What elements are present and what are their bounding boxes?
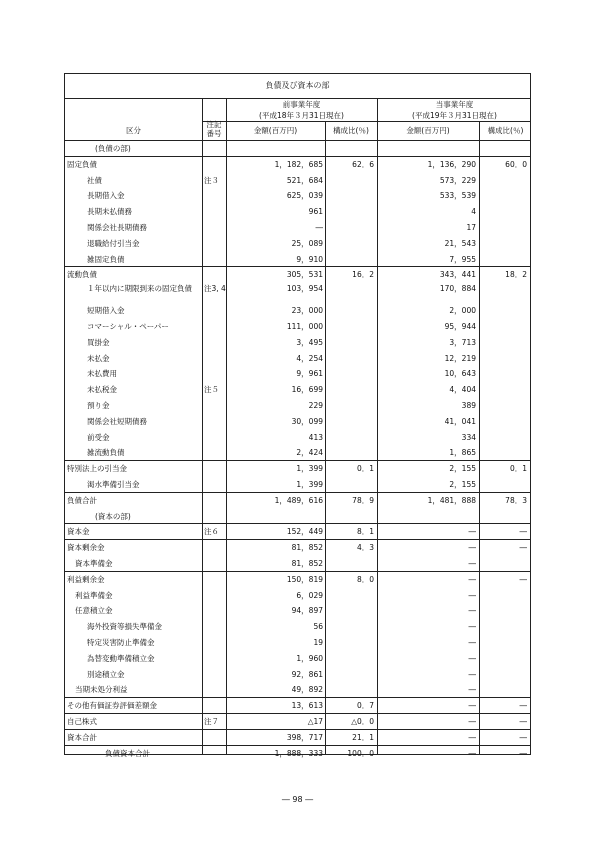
row-label: 別途積立金 <box>87 669 125 679</box>
col-note-line2: 番号 <box>206 129 222 138</box>
amount-prev: 3，495 <box>296 337 323 347</box>
amount-prev: 23，000 <box>291 306 323 316</box>
col-note-line1: 注記 <box>206 120 222 129</box>
amount-cur: ― <box>468 717 476 726</box>
row-label: 買掛金 <box>87 337 110 347</box>
amount-cur: 4，404 <box>449 385 476 395</box>
amount-cur: 170，884 <box>439 284 476 294</box>
row-label: 海外投資等損失準備金 <box>87 622 162 632</box>
amount-prev: 961 <box>308 207 323 217</box>
amount-cur: 7，955 <box>449 254 476 264</box>
ratio-prev: 8．0 <box>356 574 374 584</box>
table-row <box>65 220 530 236</box>
table-row <box>65 635 530 651</box>
amount-cur: ― <box>468 527 476 537</box>
amount-prev: 13，613 <box>291 701 323 711</box>
table-row <box>65 714 530 730</box>
ratio-prev: 62．6 <box>352 159 374 169</box>
table-row <box>65 236 530 252</box>
amount-prev: 111，000 <box>286 322 323 331</box>
amount-prev: 1，960 <box>296 653 323 663</box>
row-label: 未払税金 <box>87 385 117 395</box>
row-label: 未払費用 <box>87 369 117 379</box>
row-label: 前受金 <box>87 432 110 442</box>
amount-prev: 94，897 <box>291 606 323 616</box>
ratio-cur: ― <box>519 527 527 537</box>
amount-cur: 2，155 <box>449 480 476 489</box>
ratio-cur: ― <box>519 717 527 726</box>
amount-cur: 95，944 <box>444 322 476 331</box>
amount-prev: 81，852 <box>291 543 323 553</box>
row-label: 負債資本合計 <box>105 748 150 758</box>
amount-prev: 6，029 <box>296 590 323 600</box>
amount-prev: 1，888，333 <box>274 748 323 758</box>
table-row <box>65 524 530 540</box>
amount-prev: 1，399 <box>296 464 323 474</box>
cur-period-label: 当事業年度 <box>435 100 474 109</box>
row-label: 雑固定負債 <box>87 254 125 264</box>
row-label: 社債 <box>87 175 102 185</box>
amount-cur: ― <box>468 748 476 758</box>
cur-period-header <box>377 98 532 122</box>
amount-cur: 573，229 <box>439 175 476 185</box>
row-label: コマーシャル・ペーパー <box>87 322 169 331</box>
col-ratio-cur: 構成比(％) <box>487 126 524 135</box>
row-label: 当期未処分利益 <box>75 685 128 695</box>
amount-prev: 19 <box>313 638 323 647</box>
amount-prev: 81，852 <box>291 559 323 568</box>
ratio-prev: 0．7 <box>356 701 374 711</box>
amount-prev: 150，819 <box>286 574 323 584</box>
table-row <box>65 351 530 367</box>
amount-cur: 334 <box>461 432 476 442</box>
amount-prev: 229 <box>308 401 323 410</box>
ratio-cur: 18．2 <box>505 270 527 280</box>
amount-prev: 9，961 <box>296 369 323 379</box>
row-label: 利益準備金 <box>75 590 113 600</box>
table-row <box>65 445 530 461</box>
table-row <box>65 414 530 430</box>
ratio-cur: 0．1 <box>509 464 527 474</box>
table-row <box>65 556 530 572</box>
table-row <box>65 619 530 635</box>
row-label: 長期借入金 <box>87 191 125 201</box>
table-row <box>65 461 530 477</box>
amount-prev: 398，717 <box>286 732 323 742</box>
table-row <box>65 382 530 398</box>
amount-prev: 1，399 <box>296 480 323 489</box>
col-amount-cur: 金額(百万円) <box>406 126 450 135</box>
table-row <box>65 477 530 493</box>
amount-cur: 3，713 <box>449 337 476 347</box>
table-row <box>65 667 530 683</box>
table-row <box>65 252 530 268</box>
table-row <box>65 157 530 173</box>
amount-cur: 389 <box>461 401 476 410</box>
row-label: (資本の部) <box>95 511 131 521</box>
amount-prev: ― <box>315 223 323 232</box>
row-label: 利益剰余金 <box>67 574 105 584</box>
table-row <box>65 188 530 204</box>
amount-prev: 413 <box>308 432 323 442</box>
ratio-cur: 60．0 <box>505 159 527 169</box>
prev-period-date: (平成18年３月31日現在) <box>259 111 344 120</box>
amount-prev: 103，954 <box>286 284 323 294</box>
row-label: (負債の部) <box>95 144 131 153</box>
balance-sheet-table <box>64 73 531 758</box>
ratio-prev: 16．2 <box>352 270 374 280</box>
row-label: 資本剰余金 <box>67 543 105 553</box>
row-label: 雑流動負債 <box>87 448 125 458</box>
table-row <box>65 651 530 667</box>
amount-cur: 343，441 <box>439 270 476 280</box>
table-title: 負債及び資本の部 <box>65 74 530 99</box>
amount-prev: 625，039 <box>286 191 323 201</box>
row-label: 資本準備金 <box>75 559 113 568</box>
row-label: 特別法上の引当金 <box>67 464 127 474</box>
amount-cur: 4 <box>471 207 476 217</box>
amount-cur: ― <box>468 732 476 742</box>
row-label: 負債合計 <box>67 495 97 505</box>
amount-prev: 521，684 <box>286 175 323 185</box>
row-note: 注3, 4 <box>204 284 226 294</box>
amount-prev: 9，910 <box>296 254 323 264</box>
amount-cur: ― <box>468 685 476 695</box>
page-number: ― 98 ― <box>281 795 314 804</box>
amount-prev: 2，424 <box>296 448 323 458</box>
ratio-cur: ― <box>519 748 527 758</box>
amount-cur: 533，539 <box>439 191 476 201</box>
table-row <box>65 141 530 157</box>
col-amount-prev: 金額(百万円) <box>253 126 298 135</box>
table-row <box>65 366 530 382</box>
amount-cur: ― <box>468 574 476 584</box>
row-label: その他有価証券評価差額金 <box>67 701 157 711</box>
ratio-cur: ― <box>519 732 527 742</box>
row-label: 退職給付引当金 <box>87 238 140 248</box>
table-row <box>65 493 530 509</box>
amount-cur: ― <box>468 543 476 553</box>
amount-prev: 30，099 <box>291 416 323 426</box>
table-row <box>65 398 530 414</box>
ratio-cur: 78．3 <box>505 495 527 505</box>
ratio-cur: ― <box>519 701 527 711</box>
amount-cur: 10，643 <box>444 369 476 379</box>
col-note <box>202 98 226 140</box>
amount-prev: 1，182，685 <box>274 159 323 169</box>
amount-prev: 56 <box>313 622 323 632</box>
table-row <box>65 303 530 319</box>
amount-cur: 2，155 <box>449 464 476 474</box>
amount-cur: ― <box>468 638 476 647</box>
row-label: 渇水準備引当金 <box>87 480 140 489</box>
amount-prev: 49，892 <box>291 685 323 695</box>
amount-cur: 17 <box>466 223 476 232</box>
row-label: 短期借入金 <box>87 306 125 316</box>
row-label: 関係会社短期債務 <box>87 416 147 426</box>
row-label: 資本合計 <box>67 732 97 742</box>
table-row <box>65 682 530 698</box>
ratio-cur: ― <box>519 543 527 553</box>
row-label: １年以内に期限到来の固定負債 <box>87 284 192 294</box>
row-note: 注７ <box>204 717 219 726</box>
ratio-prev: 100．0 <box>347 748 374 758</box>
prev-period-label: 前事業年度 <box>282 100 321 109</box>
row-label: 預り金 <box>87 401 110 410</box>
amount-cur: ― <box>468 701 476 711</box>
amount-cur: 12，219 <box>444 353 476 363</box>
table-row <box>65 267 530 283</box>
row-label: 任意積立金 <box>75 606 113 616</box>
row-label: 未払金 <box>87 353 110 363</box>
amount-prev: 305，531 <box>286 270 323 280</box>
table-row <box>65 540 530 556</box>
table-row <box>65 430 530 446</box>
ratio-prev: 78．9 <box>352 495 374 505</box>
row-label: 固定負債 <box>67 159 97 169</box>
amount-prev: 4，254 <box>296 353 323 363</box>
ratio-prev: △0．0 <box>351 717 374 726</box>
table-row <box>65 698 530 714</box>
ratio-prev: 0．1 <box>356 464 374 474</box>
row-note: 注６ <box>204 527 219 537</box>
row-label: 資本金 <box>67 527 90 537</box>
amount-cur: ― <box>468 606 476 616</box>
row-label: 関係会社長期債務 <box>87 223 147 232</box>
col-ratio-prev: 構成比(％) <box>333 126 369 135</box>
ratio-prev: 4．3 <box>356 543 374 553</box>
amount-cur: 1，136，290 <box>427 159 476 169</box>
amount-prev: 92，861 <box>291 669 323 679</box>
table-row <box>65 572 530 588</box>
table-row <box>65 603 530 619</box>
table-row <box>65 746 530 762</box>
amount-prev: 152，449 <box>286 527 323 537</box>
table-row <box>65 173 530 189</box>
ratio-cur: ― <box>519 574 527 584</box>
row-label: 長期未払債務 <box>87 207 132 217</box>
prev-period-header <box>226 98 377 122</box>
row-label: 為替変動準備積立金 <box>87 653 155 663</box>
amount-cur: ― <box>468 622 476 632</box>
amount-cur: ― <box>468 669 476 679</box>
table-row <box>65 730 530 746</box>
amount-cur: ― <box>468 653 476 663</box>
amount-cur: 1，865 <box>449 448 476 458</box>
amount-cur: 21，543 <box>444 238 476 248</box>
col-category: 区分 <box>126 126 141 135</box>
cur-period-date: (平成19年３月31日現在) <box>412 111 497 120</box>
table-row <box>65 509 530 525</box>
table-row <box>65 588 530 604</box>
amount-cur: ― <box>468 559 476 568</box>
amount-prev: 16，699 <box>291 385 323 395</box>
amount-prev: 25，089 <box>291 238 323 248</box>
row-label: 特定災害防止準備金 <box>87 638 155 647</box>
table-row <box>65 335 530 351</box>
amount-cur: ― <box>468 590 476 600</box>
row-label: 自己株式 <box>67 717 97 726</box>
table-row <box>65 319 530 335</box>
row-note: 注５ <box>204 385 219 395</box>
table-row <box>65 204 530 220</box>
row-note: 注３ <box>204 175 219 185</box>
amount-cur: 2，000 <box>449 306 476 316</box>
ratio-prev: 8．1 <box>356 527 374 537</box>
row-label: 流動負債 <box>67 270 97 280</box>
amount-cur: 1，481，888 <box>427 495 476 505</box>
amount-cur: 41，041 <box>444 416 476 426</box>
table-row <box>65 283 530 303</box>
ratio-prev: 21．1 <box>352 732 374 742</box>
amount-prev: △17 <box>307 717 323 726</box>
amount-prev: 1，489，616 <box>274 495 323 505</box>
